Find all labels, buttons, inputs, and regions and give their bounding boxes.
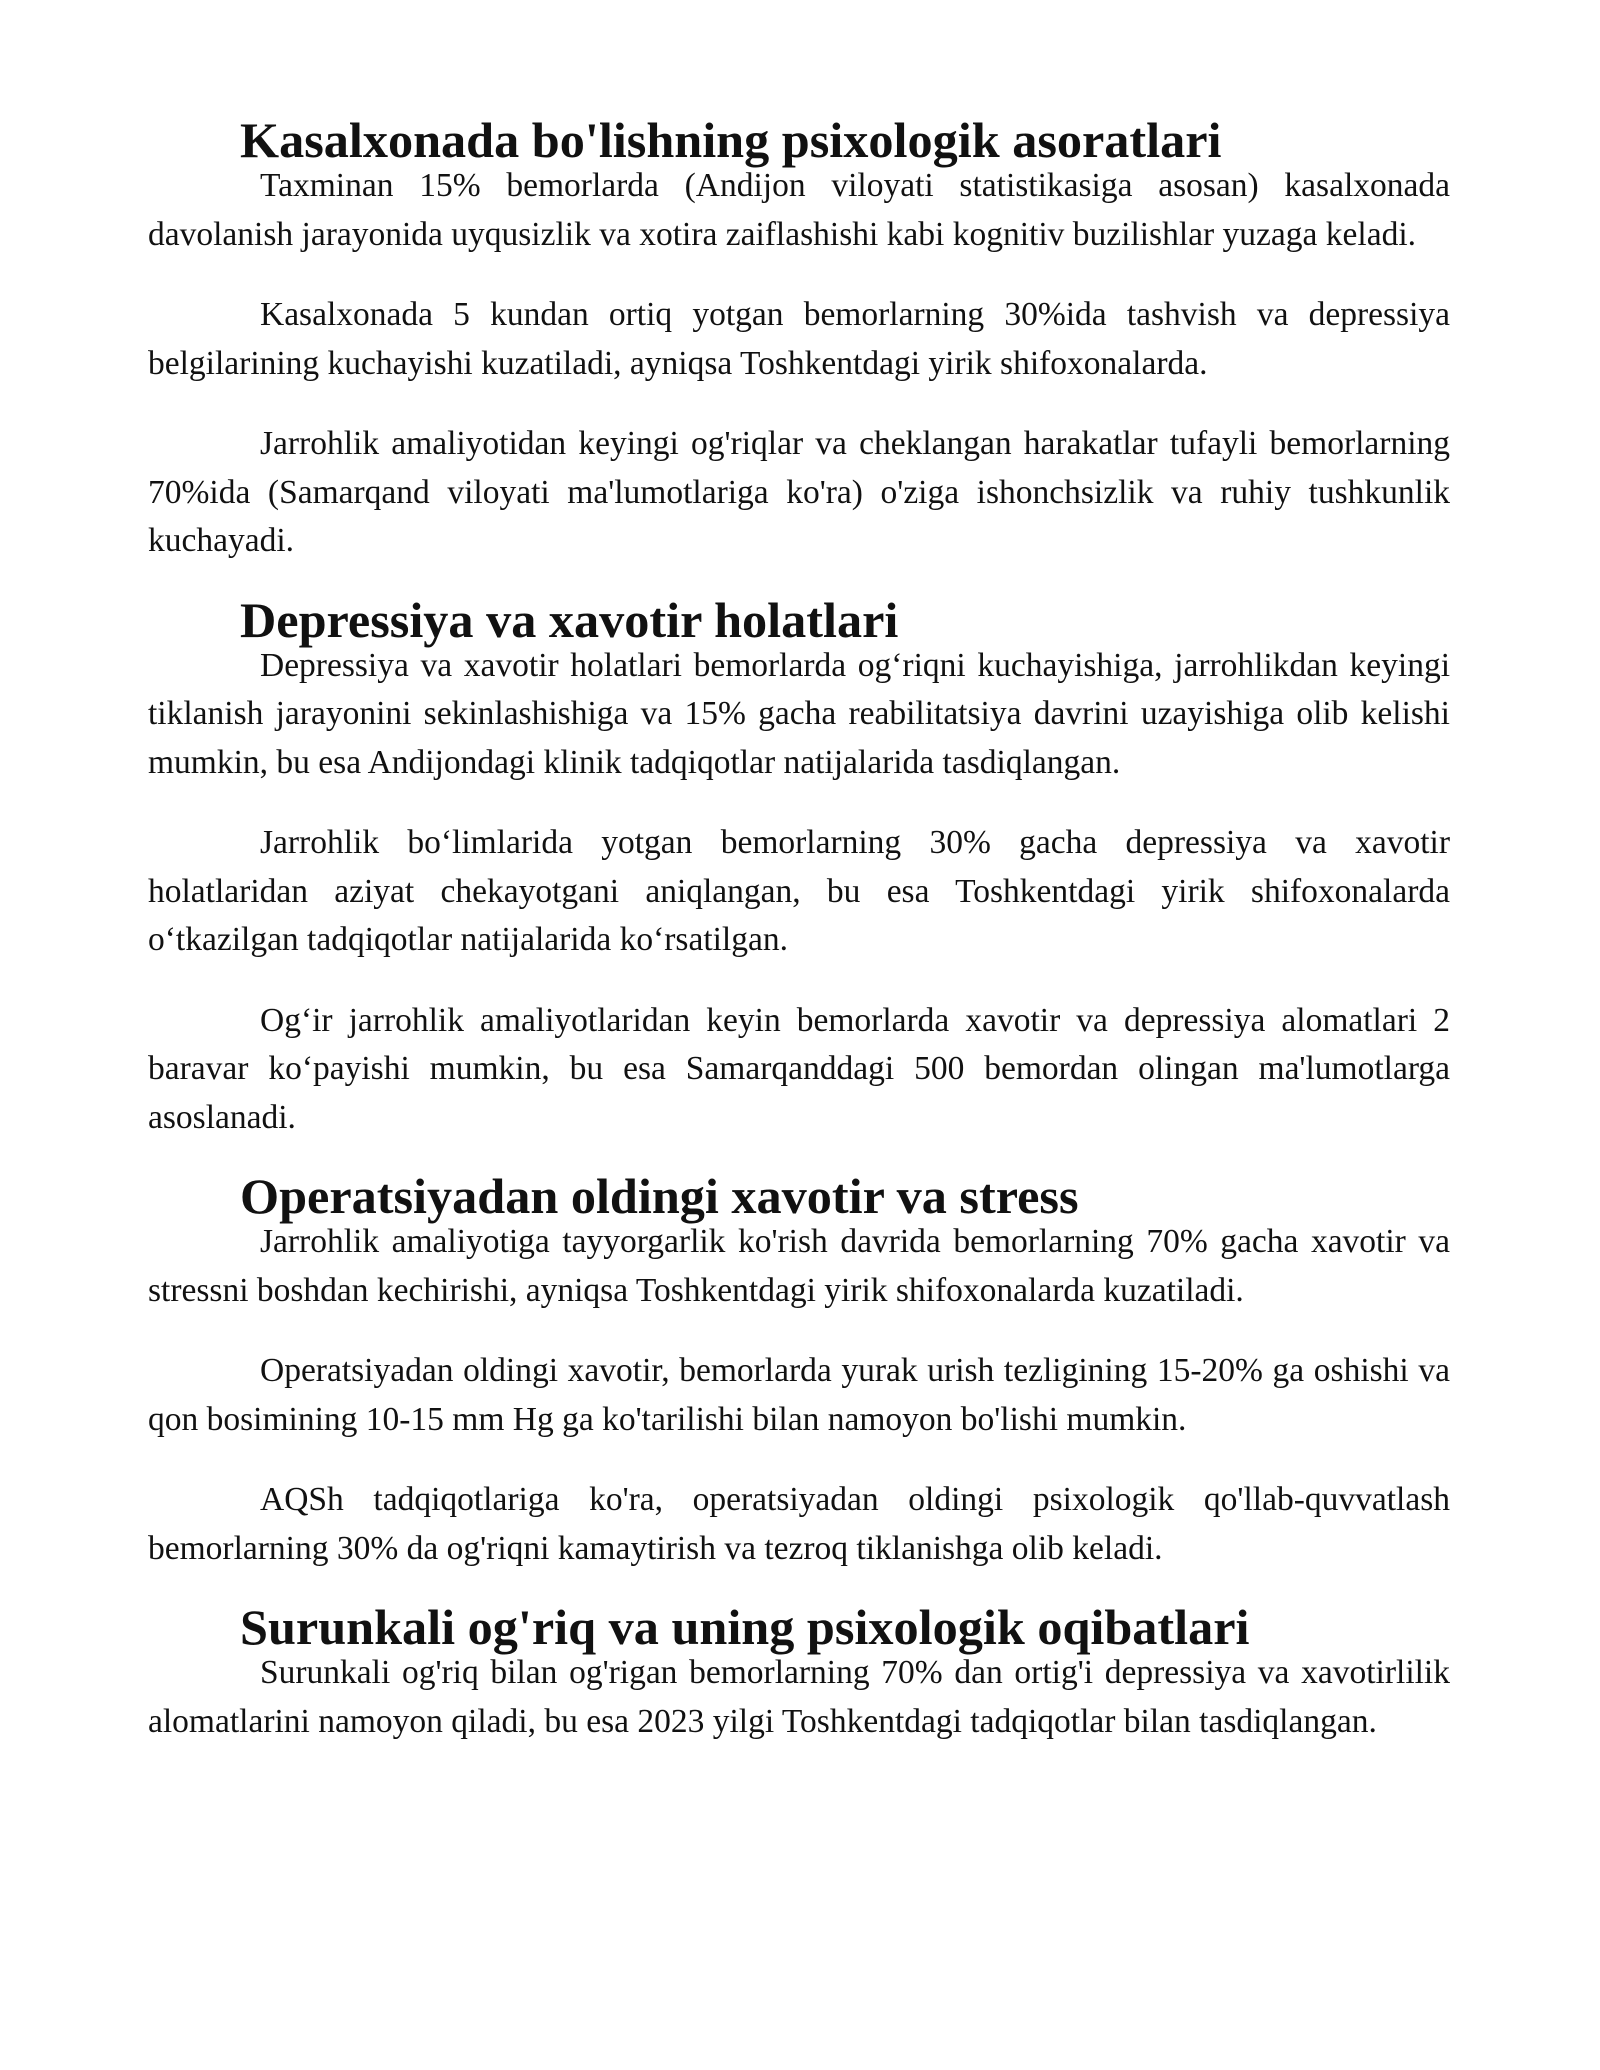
paragraph: Jarrohlik amaliyotidan keyingi og'riqlar va cheklangan harakatlar tufayli bemorlarning 70%ida (Samarqand viloyati ma'lumotlariga ko'ra) o'ziga ishonchsizlik va ruhiy tushkunlik kuchayadi.: [148, 425, 1450, 559]
section-heading: Kasalxonada bo'lishning psixologik asoratlari: [240, 112, 1222, 168]
paragraph: Depressiya va xavotir holatlari bemorlarda og‘riqni kuchayishiga, jarrohlikdan keyingi tiklanish jarayonini sekinlashishiga va 15% gacha reabilitatsiya davrini uzayishiga olib kelishi mumkin, bu esa Andijondagi klinik tadqiqotlar natijalarida tasdiqlangan.: [148, 646, 1450, 781]
paragraph: Kasalxonada 5 kundan ortiq yotgan bemorlarning 30%ida tashvish va depressiya belgilarining kuchayishi kuzatiladi, ayniqsa Toshkentdagi yirik shifoxonalarda.: [148, 296, 1450, 382]
section-preoperative-anxiety: [148, 1168, 1450, 1573]
paragraph: Taxminan 15% bemorlarda (Andijon viloyati statistikasiga asosan) kasalxonada davolanish jarayonida uyqusizlik va xotira zaiflashishi kabi kognitiv buzilishlar yuzaga keladi.: [148, 167, 1450, 253]
paragraph: Surunkali og'riq bilan og'rigan bemorlarning 70% dan ortig'i depressiya va xavotirlilik alomatlarini namoyon qiladi, bu esa 2023 yilgi Toshkentdagi tadqiqotlar bilan tasdiqlangan.: [148, 1654, 1450, 1740]
paragraph: AQSh tadqiqotlariga ko'ra, operatsiyadan oldingi psixologik qo'llab-quvvatlash bemorlarning 30% da og'riqni kamaytirish va tezroq tiklanishga olib keladi.: [148, 1481, 1450, 1567]
section-heading: Operatsiyadan oldingi xavotir va stress: [240, 1168, 1079, 1224]
paragraph: Operatsiyadan oldingi xavotir, bemorlarda yurak urish tezligining 15-20% ga oshishi va qon bosimining 10-15 mm Hg ga ko'tarilishi bilan namoyon bo'lishi mumkin.: [148, 1352, 1450, 1438]
document-page: [148, 112, 1450, 1778]
paragraph: Jarrohlik bo‘limlarida yotgan bemorlarning 30% gacha depressiya va xavotir holatlaridan aziyat chekayotgani aniqlangan, bu esa Toshkentdagi yirik shifoxonalarda o‘tkazilgan tadqiqotlar natijalarida ko‘rsatilgan.: [148, 824, 1450, 958]
section-heading: Surunkali og'riq va uning psixologik oqibatlari: [240, 1599, 1250, 1655]
section-heading: Depressiya va xavotir holatlari: [240, 591, 899, 648]
paragraph: Jarrohlik amaliyotiga tayyorgarlik ko'rish davrida bemorlarning 70% gacha xavotir va stressni boshdan kechirishi, ayniqsa Toshkentdagi yirik shifoxonalarda kuzatiladi.: [148, 1223, 1450, 1309]
section-chronic-pain: [148, 1599, 1450, 1746]
section-depression-anxiety: [148, 591, 1450, 1143]
section-hospital-stay: [148, 112, 1450, 566]
paragraph: Og‘ir jarrohlik amaliyotlaridan keyin bemorlarda xavotir va depressiya alomatlari 2 baravar ko‘payishi mumkin, bu esa Samarqanddagi 500 bemordan olingan ma'lumotlarga asoslanadi.: [148, 1001, 1450, 1136]
